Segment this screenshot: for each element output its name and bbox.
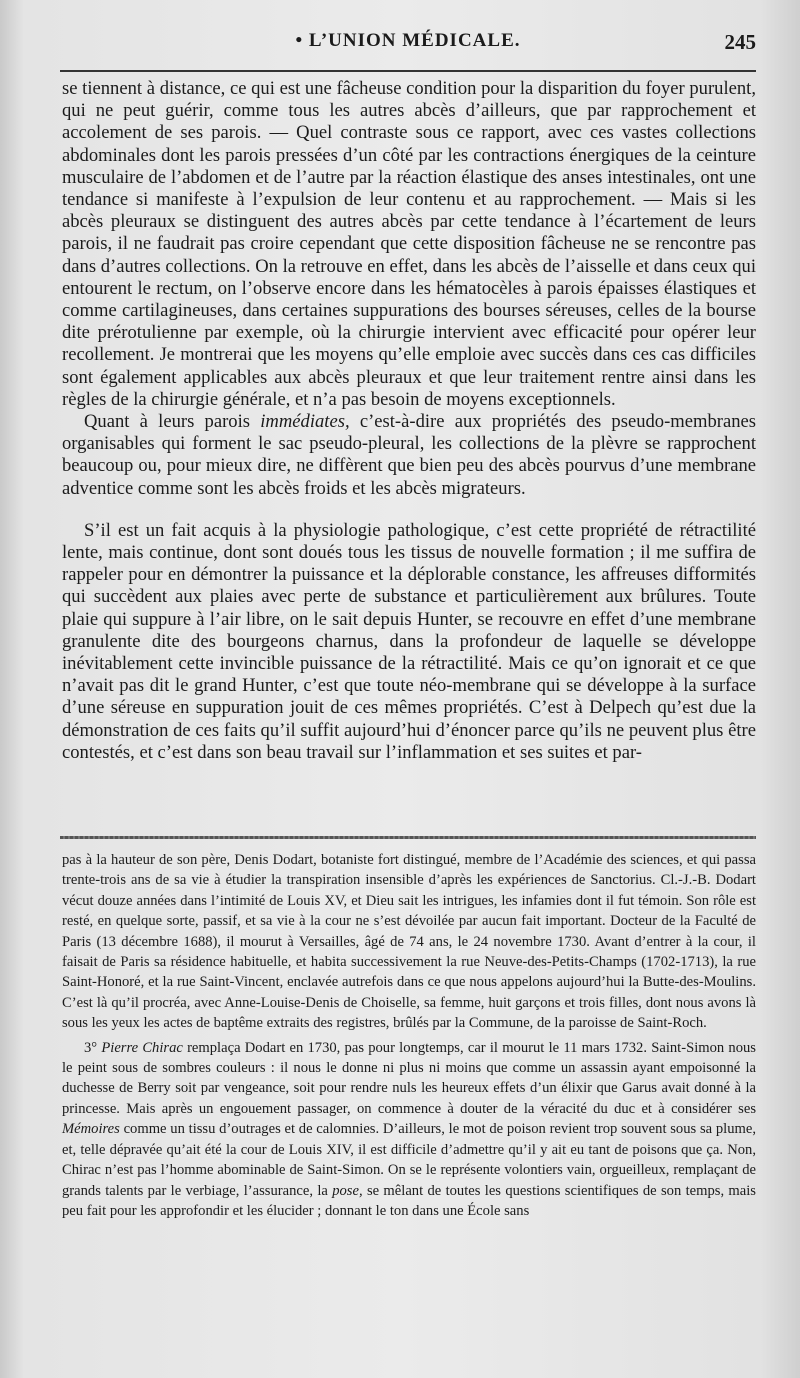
paragraph-1: se tiennent à distance, ce qui est une fâcheuse condition pour la disparition du foyer purulent, qui ne peut guérir, comme tous les autres abcès d’ailleurs, que par rapprochement et accolement de ses parois. — Quel contraste sous ce rapport, avec ces vastes collections abdominales dont les parois pressées d’un côté par les contractions énergiques de la ceinture musculaire de l’abdomen et de l’autre par la réaction élastique des anses intestinales, ont une tendance si manifeste à l’expulsion de leur contenu et au rapprochement. — Mais si les abcès pleuraux se distinguent des autres abcès par cette tendance à l’écartement de leurs parois, il ne faudrait pas croire cependant que cette disposition fâcheuse ne se rencontre pas dans d’autres collections. On la retrouve en effet, dans les abcès de l’aisselle et dans ceux qui entourent le rectum, on l’observe encore dans les hématocèles à parois épaisses élastiques et comme cartilagineuses, dans certaines suppurations des bourses séreuses, celles de la bourse dite prérotulienne par exemple, où la chirurgie intervient avec efficacité pour opérer leur recollement. Je montrerai que les moyens qu’elle emploie avec succès dans ces cas difficiles sont également applicables aux abcès pleuraux et que leur traitement rentre ainsi dans les règles de la chirurgie générale, et n’a pas besoin de moyens exceptionnels. bbox=[62, 78, 756, 410]
paragraph-2 bbox=[62, 411, 756, 500]
footnote-2 bbox=[62, 1038, 756, 1222]
footnote-2-number: 3° bbox=[84, 1039, 102, 1056]
footnote-2-memoires: Mémoires bbox=[62, 1121, 120, 1138]
paragraph-3: S’il est un fait acquis à la physiologie pathologique, c’est cette propriété de rétractilité lente, mais continue, dont sont doués tous les tissus de nouvelle formation ; il me suffira de rappeler pour en démontrer la puissance et la déplorable constance, les affreuses difformités qui succèdent aux plaies avec perte de substance et particulièrement aux brûlures. Toute plaie qui suppure à l’air libre, on le sait depuis Hunter, se recouvre en effet d’une membrane granulente dite des bourgeons charnus, dans la profondeur de laquelle se développe inévitablement cette invincible puissance de la rétractilité. Mais ce qu’on ignorait et ce que n’avait pas dit le grand Hunter, c’est que toute néo-membrane qui se développe à la surface d’une séreuse en suppuration jouit de ces mêmes propriétés. C’est à Delpech qu’est due la démonstration de ces faits qu’il suffit aujourd’hui d’énoncer parce qu’ils ne peuvent plus être contestés, et c’est dans son beau travail sur l’inflammation et ses suites et par- bbox=[62, 519, 756, 763]
main-text bbox=[62, 78, 756, 764]
running-title: • L’UNION MÉDICALE. bbox=[295, 30, 521, 51]
page-header bbox=[60, 30, 756, 64]
paragraph-2-emphasis: immédiates, bbox=[260, 411, 350, 433]
header-rule bbox=[60, 70, 756, 72]
paragraph-2-rest: c’est-à-dire aux propriétés des pseudo-membranes organisables qui forment le sac pseudo-pleural, les collections de la plèvre se rapprochent beaucoup ou, pour mieux dire, ne diffèrent que bien peu des abcès pourvus d’une membrane adventice comme sont les abcès froids et les abcès migrateurs. bbox=[62, 411, 756, 499]
footnote-2-part-b: comme un tissu d’outrages et de calomnies. D’ailleurs, le mot de poison revient trop souvent sous sa plume, et, telle dépravée qu’ait été la cour de Louis XIV, il est difficile d’admettre qu’il y ait eu tant de poisons que ça. Non, Chirac n’est pas l’homme abominable de Saint-Simon. On se le représente volontiers vain, orgueilleux, remplaçant de grands talents par le verbiage, l’assurance, la bbox=[62, 1121, 756, 1199]
page-number: 245 bbox=[724, 30, 756, 54]
paragraph-2-start: Quant à leurs parois bbox=[84, 411, 261, 433]
footnote-2-part-a: remplaça Dodart en 1730, pas pour longtemps, car il mourut le 11 mars 1732. Saint-Simon nous le peint sous de sombres couleurs : il nous le donne ni plus ni moins que comme un assassin ayant empoisonné la duchesse de Berry soit par vengeance, soit pour rendre nuls les heureux effets d’un élixir que Garus avait donné à la princesse. Mais après un engouement passager, on commence à douter de la véracité du duc et à considérer ses bbox=[62, 1039, 756, 1117]
footnote-2-pose: pose, bbox=[332, 1182, 363, 1199]
footnote-1: pas à la hauteur de son père, Denis Dodart, botaniste fort distingué, membre de l’Académie des sciences, et qui passa trente-trois ans de sa vie à étudier la transpiration insensible d’après les expériences de Sanctorius. Cl.-J.-B. Dodart vécut douze années dans l’intimité de Louis XV, et Dieu sait les intrigues, les infamies dont il fut témoin. Son rôle est resté, en quelque sorte, passif, et sa vie à la cour ne s’est dévoilée par aucun fait important. Docteur de la Faculté de Paris (13 décembre 1688), il mourut à Versailles, âgé de 74 ans, le 24 novembre 1730. Avant d’entrer à la cour, il faisait de Paris sa résidence habituelle, et habita successivement la rue Neuve-des-Petits-Champs (1702-1713), la rue Saint-Honoré, et la rue Saint-Vincent, enclavée autrefois dans ce que nous appelons aujourd’hui la Butte-des-Moulins. C’est là qu’il procréa, avec Anne-Louise-Denis de Choiselle, sa femme, huit garçons et trois filles, dont nous avons là sous les yeux les actes de baptême extraits des registres, brûlés par la Commune, de la paroisse de Saint-Roch. bbox=[62, 852, 756, 1032]
footnote-2-part-c: se mêlant de toutes les questions scientifiques de son temps, mais peu fait pour les approfondir et les élucider ; donnant le ton dans une École sans bbox=[62, 1182, 756, 1219]
footnote-2-name: Pierre Chirac bbox=[101, 1039, 183, 1056]
footnote-rule bbox=[60, 836, 756, 839]
footnotes bbox=[62, 850, 756, 1221]
